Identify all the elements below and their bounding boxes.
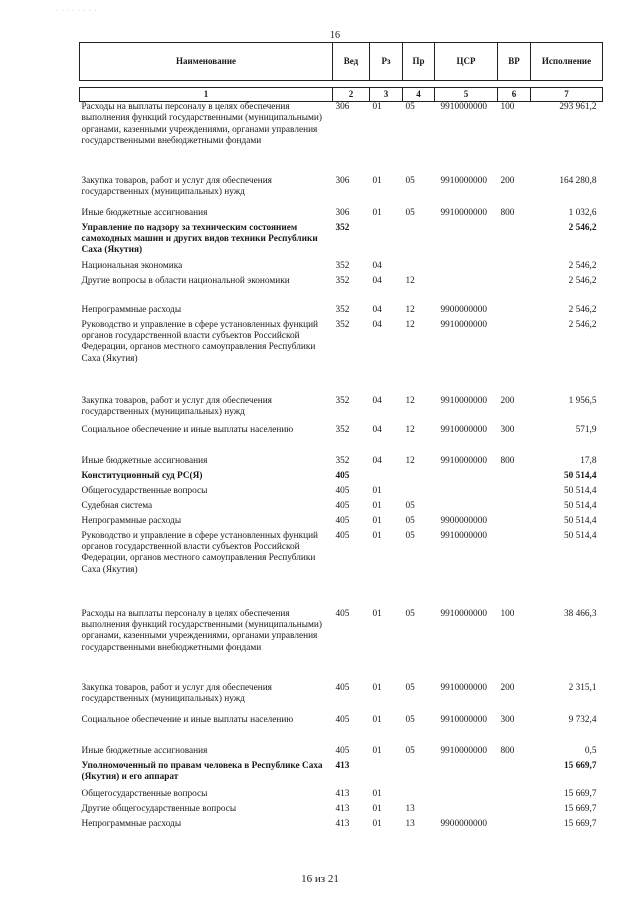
cell-vr (498, 305, 531, 320)
cell-rz (370, 761, 403, 789)
cell-ved: 405 (335, 682, 350, 693)
cell-name: Иные бюджетные ассигнования (81, 455, 208, 466)
cell-rz: 04 (372, 275, 382, 286)
table-row (80, 516, 603, 531)
cell-name: Общегосударственные вопросы (81, 788, 208, 799)
cell-csr: 9910000000 (440, 455, 487, 466)
cell-isp: 9 732,4 (568, 714, 597, 725)
cell-ved: 352 (335, 455, 350, 466)
cell-pr: 05 (405, 745, 415, 756)
table-row (80, 819, 603, 834)
cell-pr: 05 (405, 515, 415, 526)
cell-csr (435, 789, 498, 804)
colnum-name: 1 (80, 88, 333, 102)
cell-rz: 01 (372, 682, 382, 693)
cell-pr (403, 486, 435, 501)
cell-csr: 9910000000 (440, 714, 487, 725)
cell-ved: 352 (335, 319, 350, 330)
cell-name: Иные бюджетные ассигнования (81, 207, 208, 218)
cell-isp: 2 546,2 (568, 275, 597, 286)
header-isp: Исполнение (531, 43, 603, 81)
cell-name: Другие вопросы в области национальной экономики (81, 275, 290, 286)
cell-pr: 05 (405, 175, 415, 186)
table-row (80, 305, 603, 320)
table-row (80, 320, 603, 396)
cell-name: Расходы на выплаты персоналу в целях обеспечения выполнения функций государственными (муниципальными) органами, казенными учреждениями, органами управления государственными внебюджетными фондами (81, 608, 322, 653)
cell-name: Непрограммные расходы (81, 515, 182, 526)
cell-name: Закупка товаров, работ и услуг для обеспечения государственных (муниципальных) нужд (81, 175, 272, 197)
cell-rz: 04 (372, 304, 382, 315)
cell-csr: 9910000000 (440, 745, 487, 756)
cell-ved: 413 (335, 760, 350, 771)
cell-name: Закупка товаров, работ и услуг для обеспечения государственных (муниципальных) нужд (81, 682, 272, 704)
cell-csr (435, 223, 498, 261)
cell-csr: 9910000000 (440, 424, 487, 435)
cell-csr (435, 804, 498, 819)
cell-ved: 352 (335, 275, 350, 286)
cell-rz: 04 (372, 424, 382, 435)
table-header-row (80, 43, 603, 81)
cell-name: Иные бюджетные ассигнования (81, 745, 208, 756)
cell-ved: 405 (335, 485, 350, 496)
cell-name: Непрограммные расходы (81, 304, 182, 315)
cell-csr: 9900000000 (440, 515, 487, 526)
cell-vr: 800 (500, 455, 515, 466)
table-row (80, 683, 603, 715)
cell-rz: 04 (372, 455, 382, 466)
cell-rz: 01 (372, 608, 382, 619)
cell-isp: 38 466,3 (563, 608, 597, 619)
cell-vr: 800 (500, 745, 515, 756)
cell-name: Расходы на выплаты персоналу в целях обеспечения выполнения функций государственными (муниципальными) органами, казенными учреждениями, органами управления государственными внебюджетными фондами (81, 102, 322, 147)
cell-vr (498, 819, 531, 834)
cell-isp: 1 032,6 (568, 207, 597, 218)
cell-vr: 200 (500, 175, 515, 186)
cell-name: Непрограммные расходы (81, 818, 182, 829)
cell-isp: 164 280,8 (559, 175, 597, 186)
cell-vr (498, 223, 531, 261)
cell-csr: 9910000000 (440, 682, 487, 693)
table-row (80, 223, 603, 261)
cell-name: Общегосударственные вопросы (81, 485, 208, 496)
cell-rz: 01 (372, 530, 382, 541)
cell-csr (435, 486, 498, 501)
cell-vr (498, 516, 531, 531)
cell-pr: 13 (405, 803, 415, 814)
cell-rz: 01 (372, 745, 382, 756)
colnum-ved: 2 (333, 88, 370, 102)
table-row (80, 276, 603, 305)
cell-ved: 405 (335, 745, 350, 756)
cell-isp: 2 315,1 (568, 682, 597, 693)
cell-isp: 15 669,7 (563, 760, 597, 771)
table-row (80, 425, 603, 456)
cell-name: Национальная экономика (81, 260, 183, 271)
cell-name: Закупка товаров, работ и услуг для обеспечения государственных (муниципальных) нужд (81, 395, 272, 417)
cell-csr (435, 501, 498, 516)
table-row (80, 471, 603, 486)
cell-isp: 2 546,2 (568, 304, 597, 315)
cell-pr: 05 (405, 102, 415, 112)
cell-isp: 0,5 (584, 745, 597, 756)
cell-rz: 01 (372, 207, 382, 218)
table-row (80, 609, 603, 683)
cell-csr: 9910000000 (440, 319, 487, 330)
cell-isp: 571,9 (575, 424, 597, 435)
cell-vr (498, 804, 531, 819)
cell-isp: 15 669,7 (563, 788, 597, 799)
cell-rz (370, 471, 403, 486)
cell-pr: 05 (405, 207, 415, 218)
header-vr: ВР (498, 43, 531, 81)
colnum-csr: 5 (435, 88, 498, 102)
cell-name: Социальное обеспечение и иные выплаты населению (81, 714, 294, 725)
table-column-numbers-row (80, 88, 603, 102)
cell-csr (435, 471, 498, 486)
cell-pr: 12 (405, 455, 415, 466)
cell-vr (498, 320, 531, 396)
cell-pr (403, 261, 435, 276)
cell-pr: 05 (405, 682, 415, 693)
cell-isp: 17,8 (580, 455, 597, 466)
cell-csr: 9900000000 (440, 304, 487, 315)
cell-isp: 50 514,4 (563, 500, 597, 511)
cell-ved: 306 (335, 175, 350, 186)
cell-rz: 04 (372, 319, 382, 330)
cell-ved: 405 (335, 530, 350, 541)
corner-scan-mark: · · · · · · · · (56, 8, 98, 14)
cell-vr: 300 (500, 424, 515, 435)
table-row (80, 261, 603, 276)
cell-name: Судебная система (81, 500, 153, 511)
cell-rz: 01 (372, 515, 382, 526)
cell-rz: 04 (372, 395, 382, 406)
cell-csr: 9910000000 (440, 530, 487, 541)
cell-name: Уполномоченный по правам человека в Республике Саха (Якутия) и его аппарат (81, 760, 323, 782)
cell-pr: 12 (405, 395, 415, 406)
cell-vr (498, 471, 531, 486)
cell-isp: 293 961,2 (559, 102, 597, 112)
cell-vr (498, 261, 531, 276)
table-row (80, 715, 603, 746)
cell-csr: 9900000000 (440, 818, 487, 829)
cell-ved: 352 (335, 424, 350, 435)
header-rz: Рз (370, 43, 403, 81)
cell-name: Конституционный суд РС(Я) (81, 470, 203, 481)
table-row (80, 396, 603, 425)
table-row (80, 456, 603, 471)
cell-pr (403, 471, 435, 486)
cell-isp: 2 546,2 (568, 222, 597, 233)
cell-pr: 05 (405, 530, 415, 541)
table-row (80, 176, 603, 208)
cell-vr: 800 (500, 207, 515, 218)
cell-pr: 05 (405, 500, 415, 511)
cell-pr: 12 (405, 304, 415, 315)
cell-csr (435, 761, 498, 789)
cell-csr: 9910000000 (440, 608, 487, 619)
cell-csr (435, 276, 498, 305)
cell-pr (403, 223, 435, 261)
table-row (80, 804, 603, 819)
cell-csr (435, 261, 498, 276)
cell-name: Руководство и управление в сфере установленных функций органов государственной власти субъектов Российской Федерации, органов местного самоуправления Республики Саха (Якутия) (81, 319, 319, 364)
cell-rz: 01 (372, 500, 382, 511)
cell-isp: 2 546,2 (568, 260, 597, 271)
header-ved: Вед (333, 43, 370, 81)
cell-ved: 413 (335, 788, 350, 799)
cell-isp: 50 514,4 (563, 530, 597, 541)
cell-vr: 100 (500, 608, 515, 619)
cell-ved: 352 (335, 395, 350, 406)
cell-pr: 05 (405, 714, 415, 725)
page-footer: 16 из 21 (301, 873, 339, 885)
cell-pr: 05 (405, 608, 415, 619)
cell-pr: 13 (405, 818, 415, 829)
cell-ved: 306 (335, 207, 350, 218)
colnum-rz: 3 (370, 88, 403, 102)
cell-vr (498, 789, 531, 804)
cell-rz: 01 (372, 485, 382, 496)
table-row (80, 486, 603, 501)
cell-csr: 9910000000 (440, 102, 487, 112)
cell-ved: 352 (335, 260, 350, 271)
cell-vr (498, 486, 531, 501)
cell-ved: 405 (335, 470, 350, 481)
cell-isp: 50 514,4 (563, 515, 597, 526)
cell-csr: 9910000000 (440, 175, 487, 186)
cell-vr: 200 (500, 682, 515, 693)
colnum-pr: 4 (403, 88, 435, 102)
cell-rz: 01 (372, 102, 382, 112)
colnum-vr: 6 (498, 88, 531, 102)
table-row (80, 102, 603, 176)
cell-rz: 04 (372, 260, 382, 271)
page-number-top: 16 (330, 30, 340, 41)
cell-ved: 413 (335, 803, 350, 814)
cell-vr (498, 531, 531, 609)
colnum-isp: 7 (531, 88, 603, 102)
cell-isp: 15 669,7 (563, 803, 597, 814)
cell-pr: 12 (405, 319, 415, 330)
cell-rz: 01 (372, 714, 382, 725)
table-row (80, 208, 603, 223)
cell-ved: 405 (335, 714, 350, 725)
cell-rz: 01 (372, 175, 382, 186)
header-csr: ЦСР (435, 43, 498, 81)
cell-rz: 01 (372, 788, 382, 799)
cell-vr: 200 (500, 395, 515, 406)
cell-ved: 352 (335, 304, 350, 315)
cell-vr (498, 501, 531, 516)
cell-isp: 1 956,5 (568, 395, 597, 406)
cell-pr: 12 (405, 275, 415, 286)
cell-rz: 01 (372, 803, 382, 814)
cell-csr: 9910000000 (440, 207, 487, 218)
cell-isp: 2 546,2 (568, 319, 597, 330)
cell-isp: 50 514,4 (563, 485, 597, 496)
cell-vr (498, 761, 531, 789)
cell-pr (403, 761, 435, 789)
cell-name: Руководство и управление в сфере установленных функций органов государственной власти субъектов Российской Федерации, органов местного самоуправления Республики Саха (Якутия) (81, 530, 319, 575)
cell-rz: 01 (372, 818, 382, 829)
table-row (80, 789, 603, 804)
cell-pr (403, 789, 435, 804)
cell-csr: 9910000000 (440, 395, 487, 406)
cell-pr: 12 (405, 424, 415, 435)
table-row (80, 501, 603, 516)
cell-name: Управление по надзору за техническим состоянием самоходных машин и других видов техники Республики Саха (Якутия) (81, 222, 318, 256)
header-pr: Пр (403, 43, 435, 81)
table-row (80, 531, 603, 609)
cell-isp: 50 514,4 (563, 470, 597, 481)
cell-ved: 306 (335, 102, 350, 112)
header-name: Наименование (80, 43, 333, 81)
cell-rz (370, 223, 403, 261)
cell-ved: 405 (335, 608, 350, 619)
cell-vr (498, 276, 531, 305)
budget-execution-table (79, 42, 603, 834)
cell-ved: 352 (335, 222, 350, 233)
cell-ved: 405 (335, 500, 350, 511)
cell-name: Социальное обеспечение и иные выплаты населению (81, 424, 294, 435)
cell-isp: 15 669,7 (563, 818, 597, 829)
cell-vr: 300 (500, 714, 515, 725)
cell-vr: 100 (500, 102, 515, 112)
table-row (80, 761, 603, 789)
cell-ved: 405 (335, 515, 350, 526)
cell-name: Другие общегосударственные вопросы (81, 803, 237, 814)
cell-ved: 413 (335, 818, 350, 829)
table-row (80, 746, 603, 761)
